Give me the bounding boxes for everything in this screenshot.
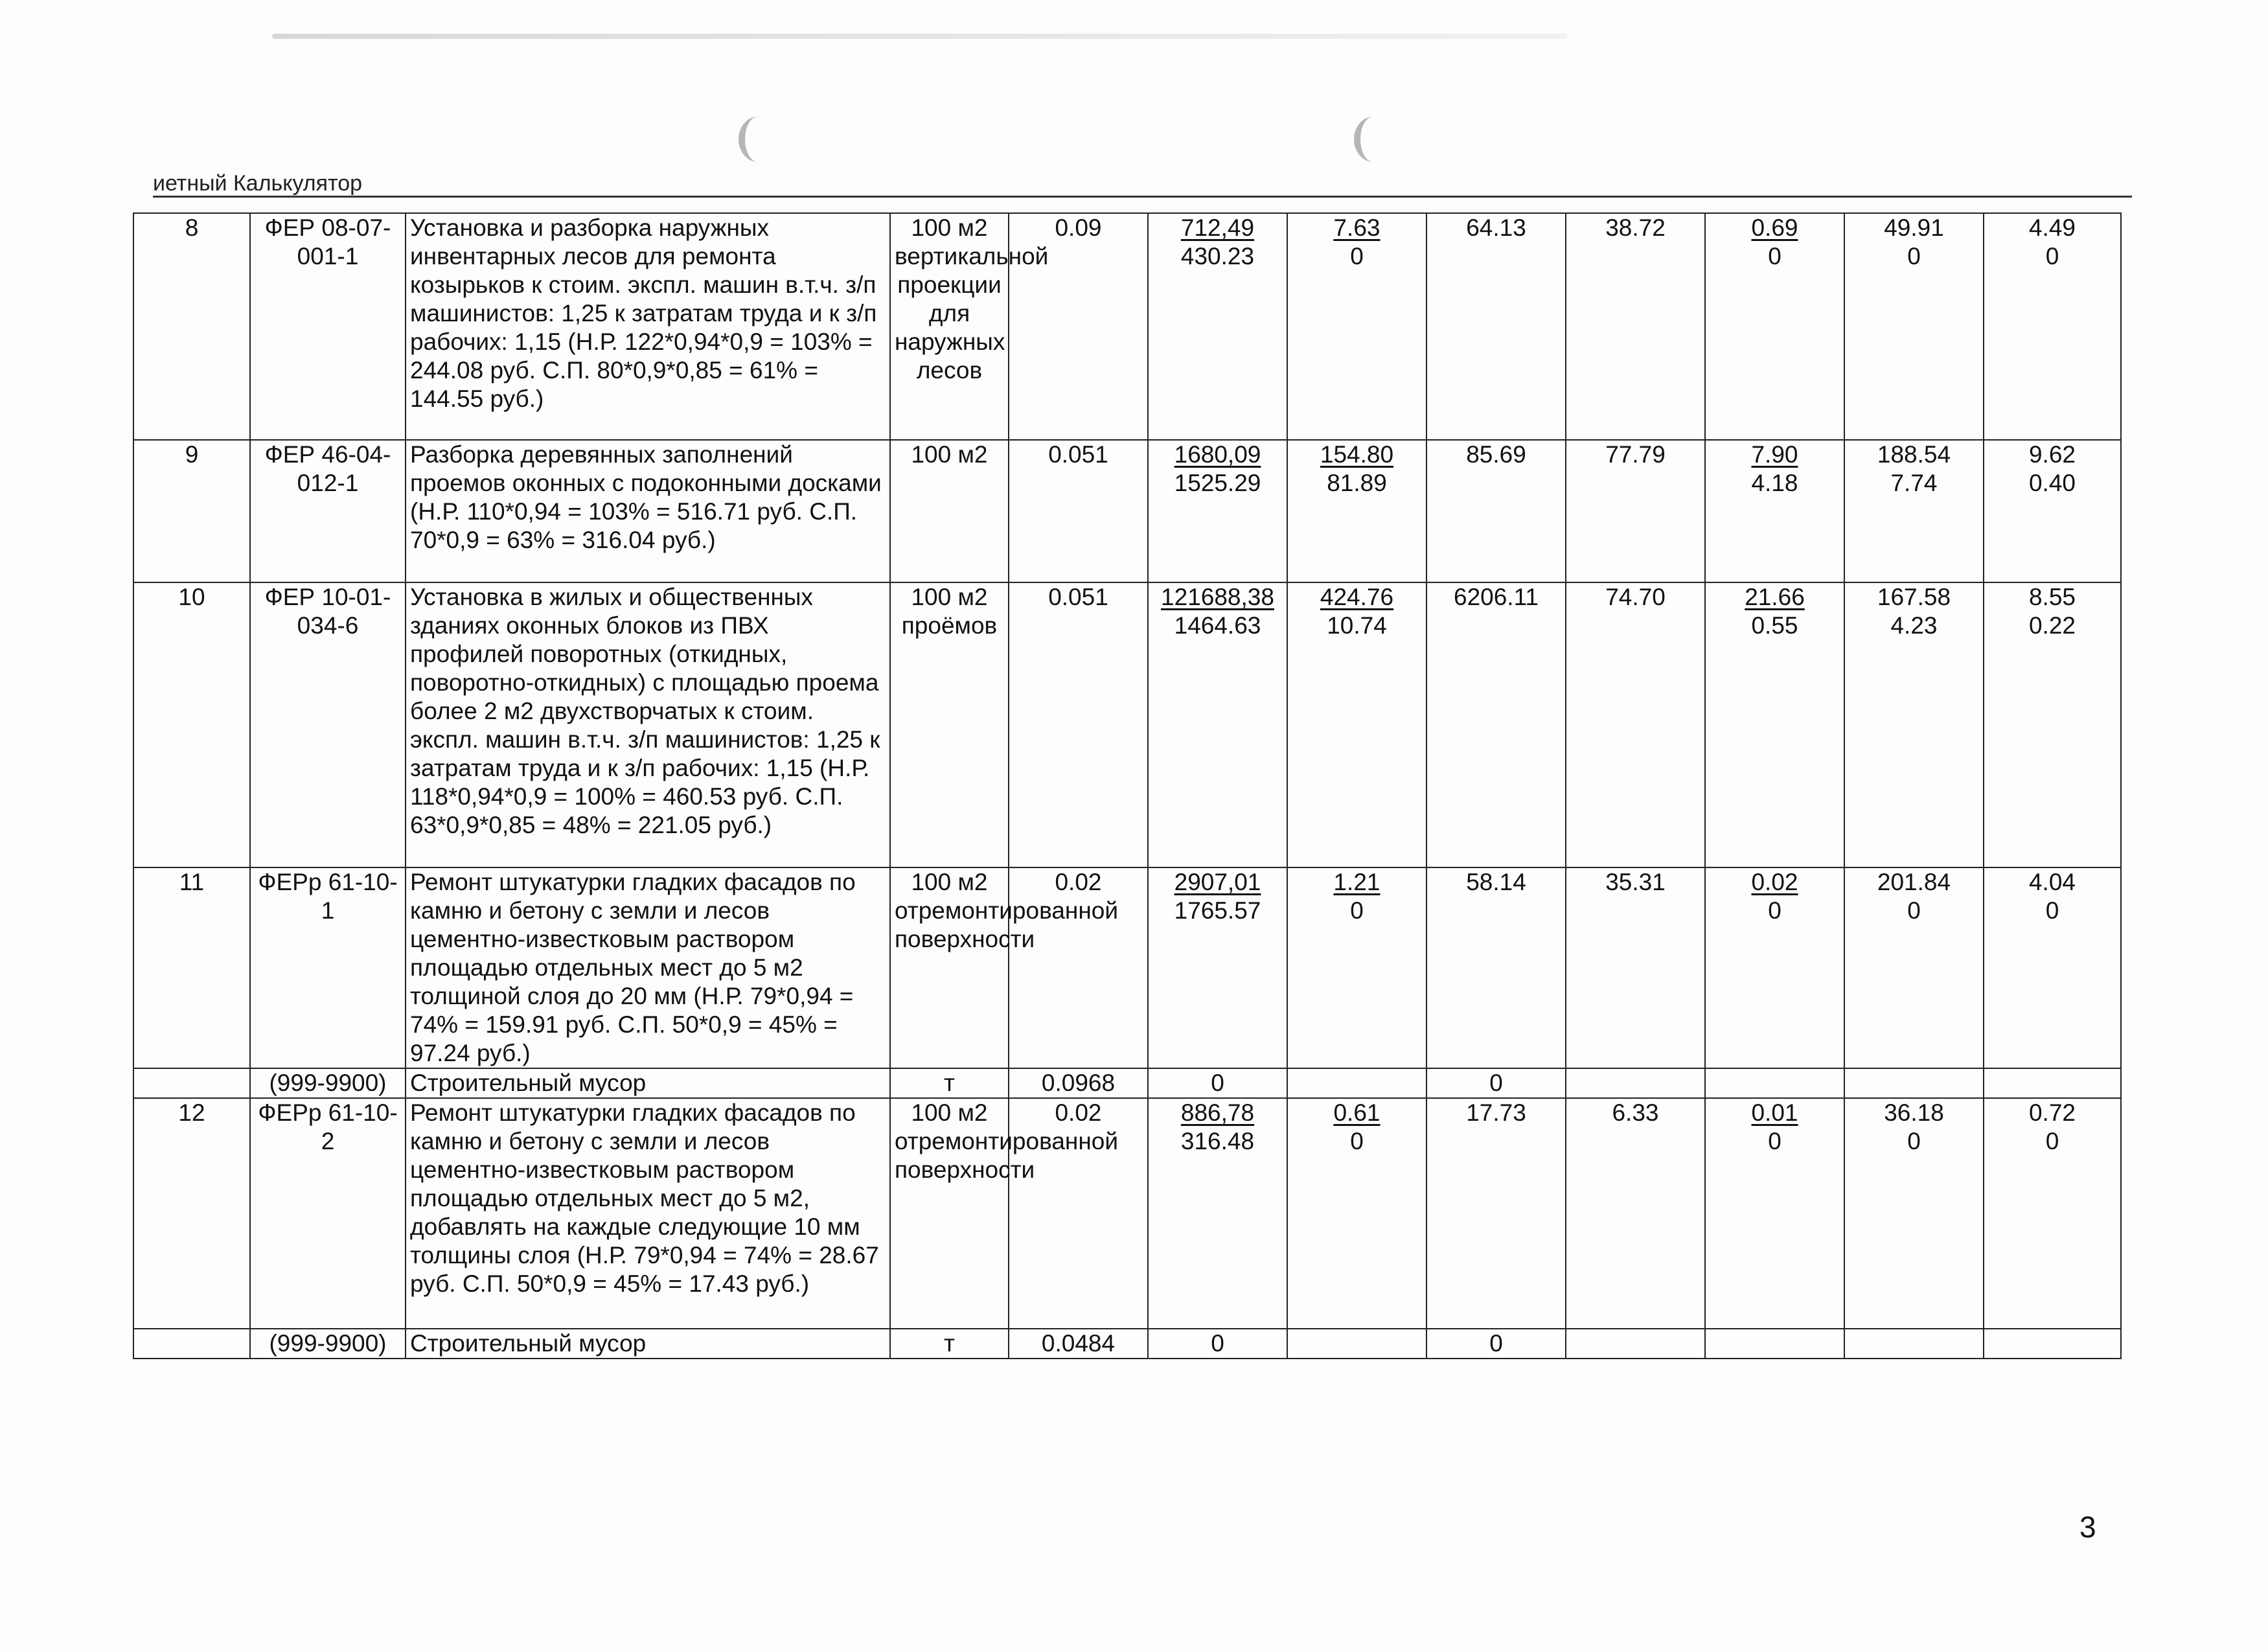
work-description: Установка и разборка наружных инвентарных лесов для ремонта козырьков к стоим. экспл. машин в.т.ч. з/п машинистов: 1,25 к затратам труда и к з/п рабочих: 1,15 (Н.Р. 122*0,94*0,9 = 103% = 244.08 руб. С.П. 80*0,9*0,85 = 61% = 144.55 руб.) — [406, 213, 890, 440]
table-row — [133, 440, 2121, 582]
total-wage: 6.33 — [1566, 1098, 1705, 1329]
quantity: 0.02 — [1009, 1098, 1148, 1329]
table-row — [133, 1329, 2121, 1359]
total-wage: 74.70 — [1566, 582, 1705, 867]
total-machine: 0.69 0 — [1705, 213, 1844, 440]
labor-total: 0.72 0 — [1984, 1098, 2121, 1329]
quantity: 0.051 — [1009, 440, 1148, 582]
machine-cost: 0.61 0 — [1287, 1098, 1426, 1329]
estimate-table — [133, 212, 2122, 1359]
table-row — [133, 213, 2121, 440]
total-machine: 0.01 0 — [1705, 1098, 1844, 1329]
total-cost: 0 — [1426, 1068, 1566, 1098]
work-description: Строительный мусор — [406, 1068, 890, 1098]
total-wage: 35.31 — [1566, 867, 1705, 1068]
total-wage: 38.72 — [1566, 213, 1705, 440]
unit: 100 м2 отремонтированной поверхности — [890, 867, 1009, 1068]
total-cost: 0 — [1426, 1329, 1566, 1359]
labor-total: 4.04 0 — [1984, 867, 2121, 1068]
unit-price: 0 — [1148, 1068, 1287, 1098]
labor-total: 9.62 0.40 — [1984, 440, 2121, 582]
rate-code: ФЕРр 61-10-1 — [250, 867, 406, 1068]
rate-code: ФЕР 08-07-001-1 — [250, 213, 406, 440]
unit: т — [890, 1068, 1009, 1098]
unit: 100 м2 — [890, 440, 1009, 582]
unit: 100 м2 отремонтированной поверхности — [890, 1098, 1009, 1329]
work-description: Установка в жилых и общественных зданиях оконных блоков из ПВХ профилей поворотных (откидных, поворотно-откидных) с площадью проема более 2 м2 двухстворчатых к стоим. экспл. машин в.т.ч. з/п машинистов: 1,25 к затратам труда и к з/п рабочих: 1,15 (Н.Р. 118*0,94*0,9 = 100% = 460.53 руб. С.П. 63*0,9*0,85 = 48% = 221.05 руб.) — [406, 582, 890, 867]
total-cost: 58.14 — [1426, 867, 1566, 1068]
row-number: 9 — [133, 440, 250, 582]
table-row — [133, 1068, 2121, 1098]
total-cost: 6206.11 — [1426, 582, 1566, 867]
machine-cost: 1.21 0 — [1287, 867, 1426, 1068]
row-number: 8 — [133, 213, 250, 440]
unit-price: 886,78 316.48 — [1148, 1098, 1287, 1329]
unit-price: 121688,38 1464.63 — [1148, 582, 1287, 867]
quantity: 0.02 — [1009, 867, 1148, 1068]
page-number: 3 — [2079, 1510, 2096, 1544]
labor-total: 8.55 0.22 — [1984, 582, 2121, 867]
total-cost: 64.13 — [1426, 213, 1566, 440]
unit-price: 1680,09 1525.29 — [1148, 440, 1287, 582]
labor-total: 4.49 0 — [1984, 213, 2121, 440]
labor-per-unit: 201.84 0 — [1844, 867, 1984, 1068]
row-number: 11 — [133, 867, 250, 1068]
rate-code: ФЕРр 61-10-2 — [250, 1098, 406, 1329]
work-description: Ремонт штукатурки гладких фасадов по камню и бетону с земли и лесов цементно-известковым раствором площадью отдельных мест до 5 м2 толщиной слоя до 20 мм (Н.Р. 79*0,94 = 74% = 159.91 руб. С.П. 50*0,9 = 45% = 97.24 руб.) — [406, 867, 890, 1068]
labor-per-unit: 49.91 0 — [1844, 213, 1984, 440]
work-description: Разборка деревянных заполнений проемов оконных с подоконными досками (Н.Р. 110*0,94 = 103% = 516.71 руб. С.П. 70*0,9 = 63% = 316.04 руб.) — [406, 440, 890, 582]
total-machine: 21.66 0.55 — [1705, 582, 1844, 867]
work-description: Строительный мусор — [406, 1329, 890, 1359]
quantity: 0.0968 — [1009, 1068, 1148, 1098]
rate-code: ФЕР 10-01-034-6 — [250, 582, 406, 867]
rate-code: ФЕР 46-04-012-1 — [250, 440, 406, 582]
rate-code: (999-9900) — [250, 1068, 406, 1098]
table-row — [133, 582, 2121, 867]
total-cost: 85.69 — [1426, 440, 1566, 582]
quantity: 0.09 — [1009, 213, 1148, 440]
total-machine: 0.02 0 — [1705, 867, 1844, 1068]
table-row — [133, 1098, 2121, 1329]
unit: 100 м2 вертикальной проекции для наружных лесов — [890, 213, 1009, 440]
total-wage: 77.79 — [1566, 440, 1705, 582]
labor-per-unit: 167.58 4.23 — [1844, 582, 1984, 867]
unit: т — [890, 1329, 1009, 1359]
row-number: 10 — [133, 582, 250, 867]
quantity: 0.051 — [1009, 582, 1148, 867]
total-cost: 17.73 — [1426, 1098, 1566, 1329]
rate-code: (999-9900) — [250, 1329, 406, 1359]
machine-cost: 154.80 81.89 — [1287, 440, 1426, 582]
running-header: иетный Калькулятор — [153, 171, 363, 196]
header-rule — [153, 196, 2132, 198]
punch-hole-mark — [739, 117, 777, 162]
table-row — [133, 867, 2121, 1068]
labor-per-unit: 188.54 7.74 — [1844, 440, 1984, 582]
unit-price: 712,49 430.23 — [1148, 213, 1287, 440]
row-number: 12 — [133, 1098, 250, 1329]
machine-cost: 7.63 0 — [1287, 213, 1426, 440]
punch-hole-mark — [1354, 117, 1393, 162]
unit-price: 2907,01 1765.57 — [1148, 867, 1287, 1068]
unit: 100 м2 проёмов — [890, 582, 1009, 867]
labor-per-unit: 36.18 0 — [1844, 1098, 1984, 1329]
total-machine: 7.90 4.18 — [1705, 440, 1844, 582]
work-description: Ремонт штукатурки гладких фасадов по камню и бетону с земли и лесов цементно-известковым раствором площадью отдельных мест до 5 м2, добавлять на каждые следующие 10 мм толщины слоя (Н.Р. 79*0,94 = 74% = 28.67 руб. С.П. 50*0,9 = 45% = 17.43 руб.) — [406, 1098, 890, 1329]
unit-price: 0 — [1148, 1329, 1287, 1359]
quantity: 0.0484 — [1009, 1329, 1148, 1359]
scan-top-artifact — [272, 34, 1568, 39]
machine-cost: 424.76 10.74 — [1287, 582, 1426, 867]
